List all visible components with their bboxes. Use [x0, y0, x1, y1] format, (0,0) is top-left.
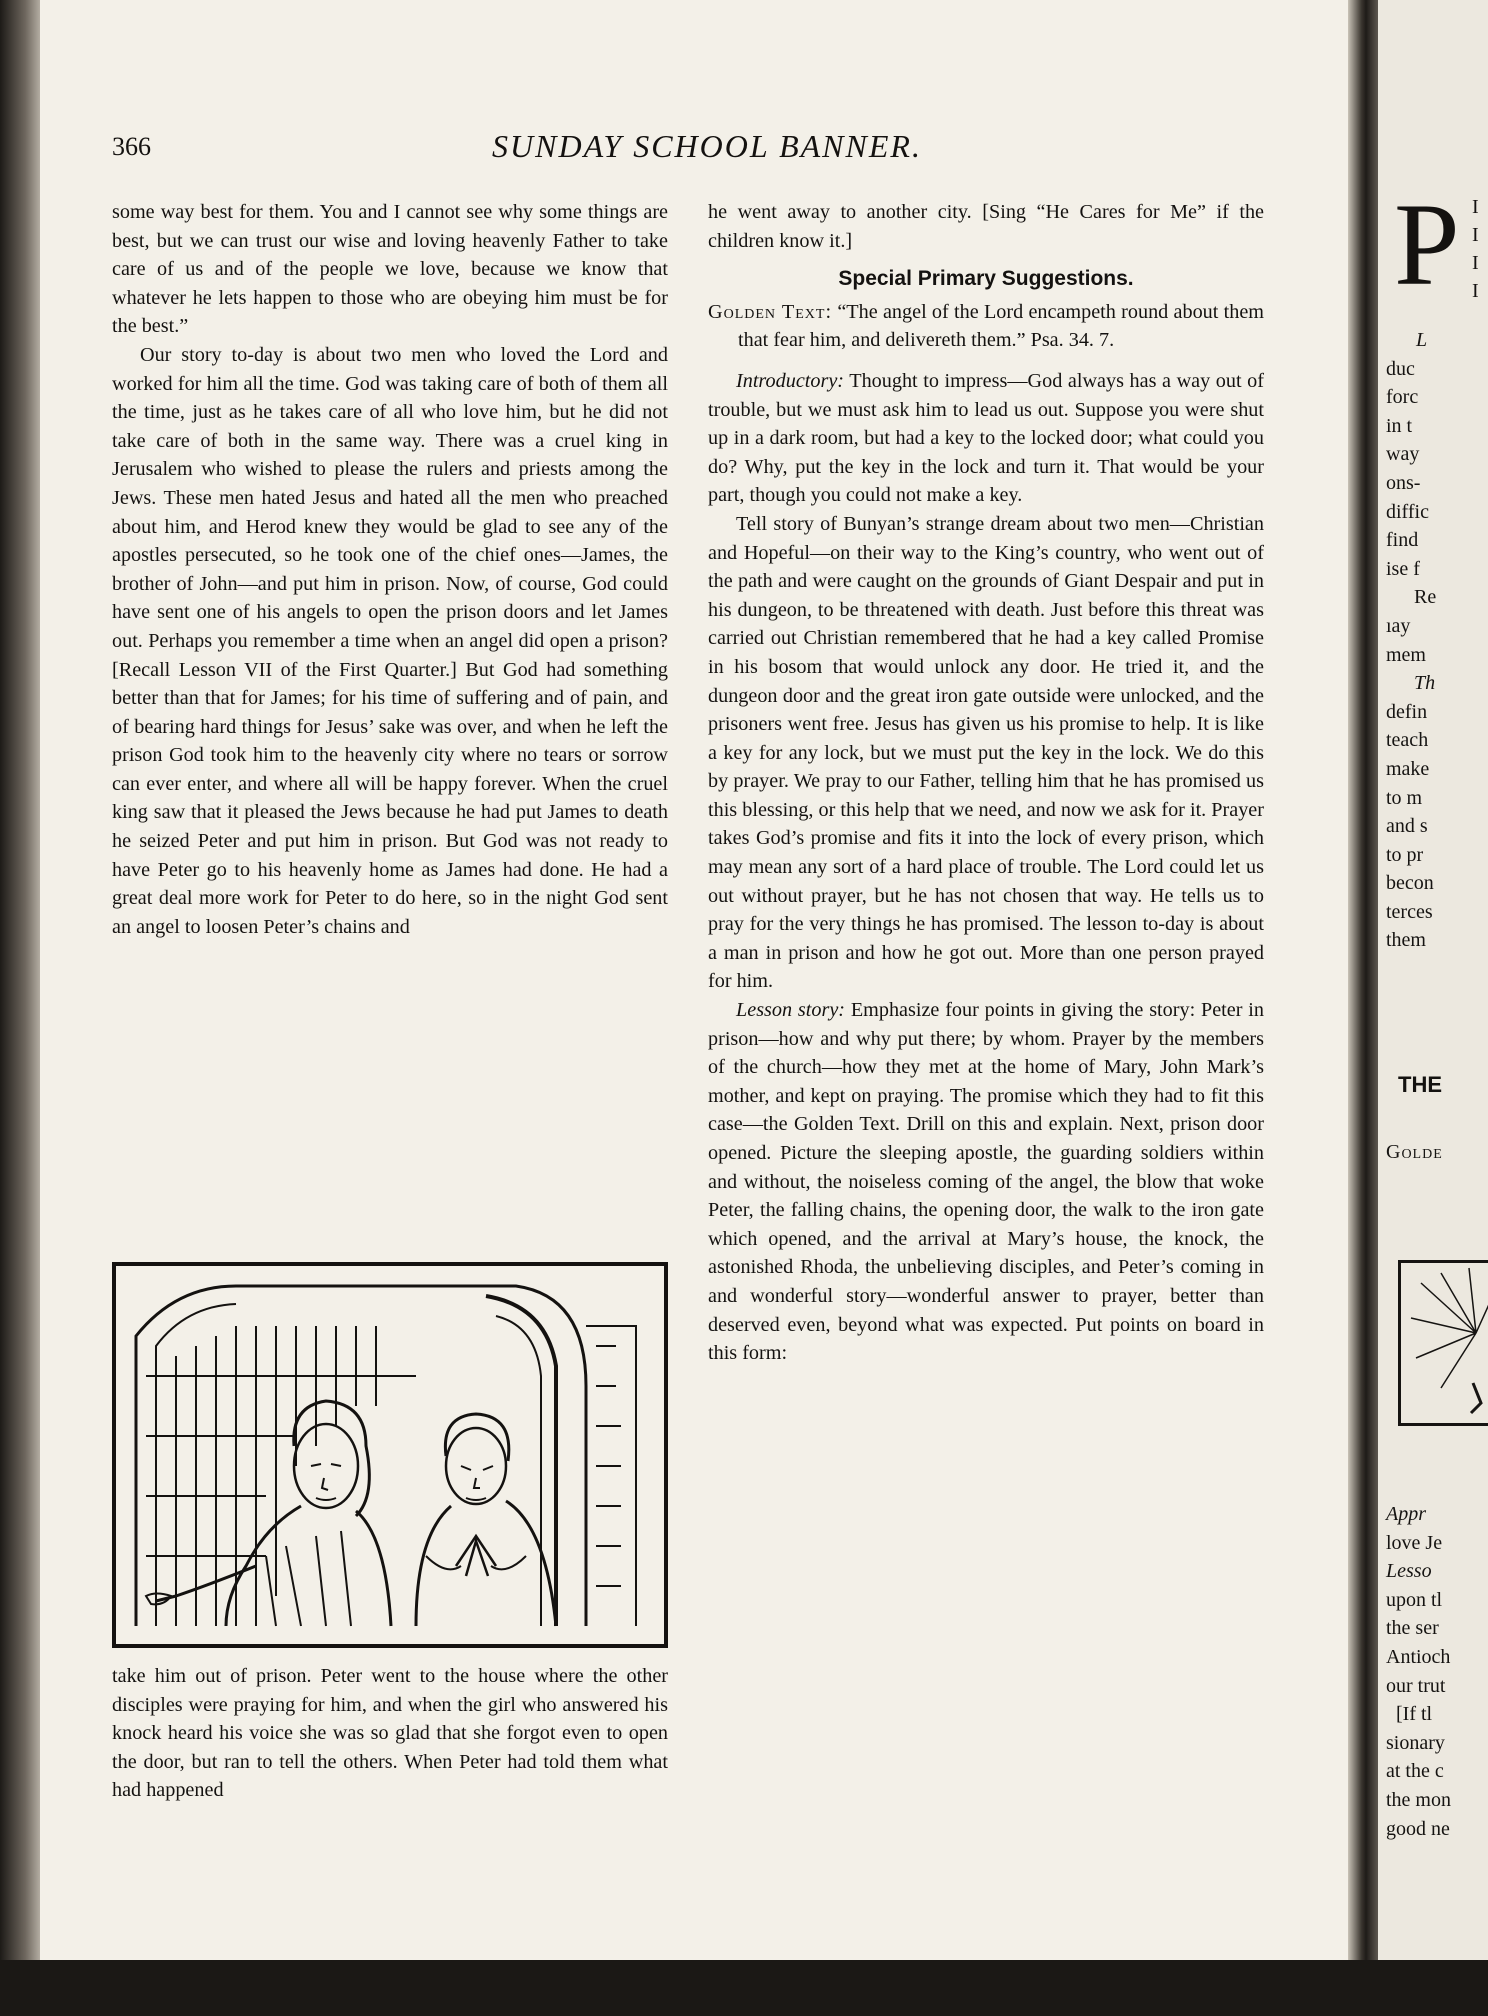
- book-gutter: [1348, 0, 1378, 1960]
- fragment-line: and s: [1386, 815, 1428, 838]
- fragment-line: ons-: [1386, 471, 1421, 494]
- fragment-line: mem: [1386, 643, 1426, 666]
- fragment-line: to pr: [1386, 843, 1424, 866]
- fragment-line: Appr: [1386, 1503, 1426, 1525]
- fragment-line: Th: [1414, 672, 1436, 695]
- dropcap-letter: P: [1394, 179, 1460, 310]
- fragment-line: Lesso: [1386, 1560, 1432, 1583]
- fragment-line: [If tl: [1396, 1703, 1433, 1726]
- paragraph: he went away to another city. [Sing “He Cares for Me” if the children know it.]: [708, 201, 1264, 252]
- scan-bottom-edge: [0, 1960, 1488, 2016]
- facing-heading: THE: [1398, 1072, 1442, 1097]
- fragment-line: good ne: [1386, 1817, 1450, 1840]
- fragment-line: becon: [1386, 872, 1434, 895]
- paragraph: Tell story of Bunyan’s strange dream about two men—Christian and Hopeful—on their way to the King’s country, who went out of the path and were caught on the grounds of Giant Despair and put in his dungeon, to be threatened with death. Just before this threat was carried out Christian remembered that he had a key called Promise in his bosom that would unlock any door. He tried it, and the dungeon door and the great iron gate outside were unlocked, and the prisoners went free. Jesus has given us his promise to help. It is like a key for any lock, but we must put the key in the lock. We do this by prayer. We pray to our Father, telling him that he has promised us this blessing, or this help that we need, and now we ask for it. Prayer takes God’s promise and fits it into the lock of every prison, which may mean any sort of a hard place of trouble. The Lord could let us out without prayer, but he has not chosen that way. He tells us to pray for the very things he has promised. The lesson to-day is about a man in prison and how he got out. More than one person prayed for him.: [708, 512, 1264, 993]
- golden-text-body: “The angel of the Lord encampeth round about them that fear him, and delivereth them.” Psa. 34. 7.: [738, 300, 1264, 352]
- fragment-line: ıay: [1386, 614, 1411, 637]
- fragment-line: duc: [1386, 357, 1415, 380]
- fragment-line: ise f: [1386, 557, 1420, 580]
- fragment-block-a: [1386, 326, 1436, 955]
- left-column-bottom: [112, 1662, 668, 1805]
- fragment-block-d: [1386, 1500, 1451, 1843]
- fragment-line: I: [1472, 280, 1479, 302]
- fragment-line: terces: [1386, 900, 1433, 923]
- dropcap: [1394, 179, 1479, 310]
- fragment-line: diffic: [1386, 500, 1429, 523]
- page-header: [112, 128, 1262, 168]
- fragment-line: upon tl: [1386, 1588, 1443, 1611]
- fragment-line: Antioch: [1386, 1645, 1451, 1668]
- fragment-line: defin: [1386, 700, 1428, 723]
- fragment-line: teach: [1386, 729, 1429, 752]
- fragment-line: at the c: [1386, 1760, 1444, 1783]
- fragment-line: make: [1386, 757, 1430, 780]
- section-heading: Special Primary Suggestions.: [838, 267, 1134, 291]
- fragment-line: the mon: [1386, 1788, 1451, 1811]
- lesson-story-text: Emphasize four points in giving the story: Peter in prison—how and why put there; by whom. Prayer by the members of the church—how they met at the home of Mary, John Mark’s mother, and kept on praying. The promise which they had to fit this case—the Golden Text. Drill on this and explain. Next, prison door opened. Picture the sleeping apostle, the guarding soldiers within and without, the noiseless coming of the angel, the blow that woke Peter, the falling chains, the opening door, the walk to the iron gate which opened, and the arrival at Mary’s house, the knock, the astonished Rhoda, the unbelieving disciples, and Peter’s coming in and wonderful story—wonderful answer to prayer, better than deserved even, beyond what was expected. Put points on board in this form:: [708, 999, 1264, 1365]
- fragment-line: I: [1472, 252, 1479, 274]
- fragment-line: find: [1386, 529, 1419, 552]
- left-column-top: [112, 198, 668, 941]
- fragment-line: to m: [1386, 786, 1423, 809]
- golden-text-label: Golden Text:: [708, 300, 833, 323]
- prison-engraving: [112, 1262, 668, 1648]
- fragment-line: way: [1386, 443, 1420, 466]
- fragment-line: them: [1386, 929, 1426, 952]
- paragraph: take him out of prison. Peter went to the house where the other disciples were praying for him, and when the girl who answered his knock heard his voice she was so glad that she forgot even to open the door, but ran to tell the others. When Peter had told them what had happened: [112, 1665, 668, 1802]
- fragment-line: in t: [1386, 414, 1413, 437]
- magazine-title: SUNDAY SCHOOL BANNER.: [492, 128, 922, 164]
- facing-illustration: [1398, 1260, 1488, 1426]
- fragment-line: forc: [1386, 386, 1419, 409]
- lesson-story-label: Lesson story:: [736, 999, 845, 1022]
- fragment-line: sionary: [1386, 1731, 1445, 1754]
- fragment-line: I: [1472, 224, 1479, 246]
- fragment-line: love Je: [1386, 1531, 1443, 1554]
- fragment-line: the ser: [1386, 1617, 1439, 1640]
- introductory-paragraph: [708, 367, 1264, 510]
- paragraph: some way best for them. You and I cannot see why some things are best, but we can trust our wise and loving heavenly Father to take care of us and of the people we love, because we know that whatever he lets happen to those who are obeying him must be for the best.”: [112, 201, 668, 338]
- fragment-line: Re: [1414, 586, 1437, 609]
- page-number: 366: [112, 132, 151, 161]
- introductory-label: Introductory:: [736, 369, 845, 392]
- facing-golden-fragment: Golde: [1386, 1141, 1443, 1163]
- introductory-text: Thought to impress—God always has a way out of trouble, but we must ask him to lead us out. Suppose you were shut up in a dark room, but had a key to the locked door; what could you do? Why, put the key in the lock and turn it. That would be your part, though you could not make a key.: [708, 369, 1264, 507]
- fragment-line: our trut: [1386, 1674, 1446, 1697]
- lesson-story-paragraph: [708, 996, 1264, 1368]
- golden-text: [708, 298, 1264, 355]
- paragraph: Our story to-day is about two men who loved the Lord and worked for him all the time. God was taking care of both of them all the time, just as he takes care of all who love him, but he did not take care of both in the same way. There was a cruel king in Jerusalem who wished to please the rulers and priests among the Jews. These men hated Jesus and hated all the men who preached about him, and Herod knew they would be glad to see any of the apostles persecuted, so he took one of the chief ones—James, the brother of John—and put him in prison. Now, of course, God could have sent one of his angels to open the prison doors and let James out. Perhaps you remember a time when an angel did open a prison? [Recall Lesson VII of the First Quarter.] But God had something better than that for James; for his time of suffering and of pain, and of bearing hard things for Jesus’ sake was over, and when he left the prison God took him to the heavenly city where no tears or sorrow can ever enter, and where all will be happy forever. When the cruel king saw that it pleased the Jews because he had put James to death he seized Peter and put him in prison. But God was not ready to have Peter go to his heavenly home as James had done. He had a great deal more work for Peter to do here, so in the night God sent an angel to loosen Peter’s chains and: [112, 343, 668, 938]
- right-column: [708, 198, 1264, 1368]
- facing-page-fragment: [1378, 0, 1488, 1960]
- fragment-line: I: [1472, 196, 1479, 218]
- fragment-line: L: [1416, 329, 1428, 351]
